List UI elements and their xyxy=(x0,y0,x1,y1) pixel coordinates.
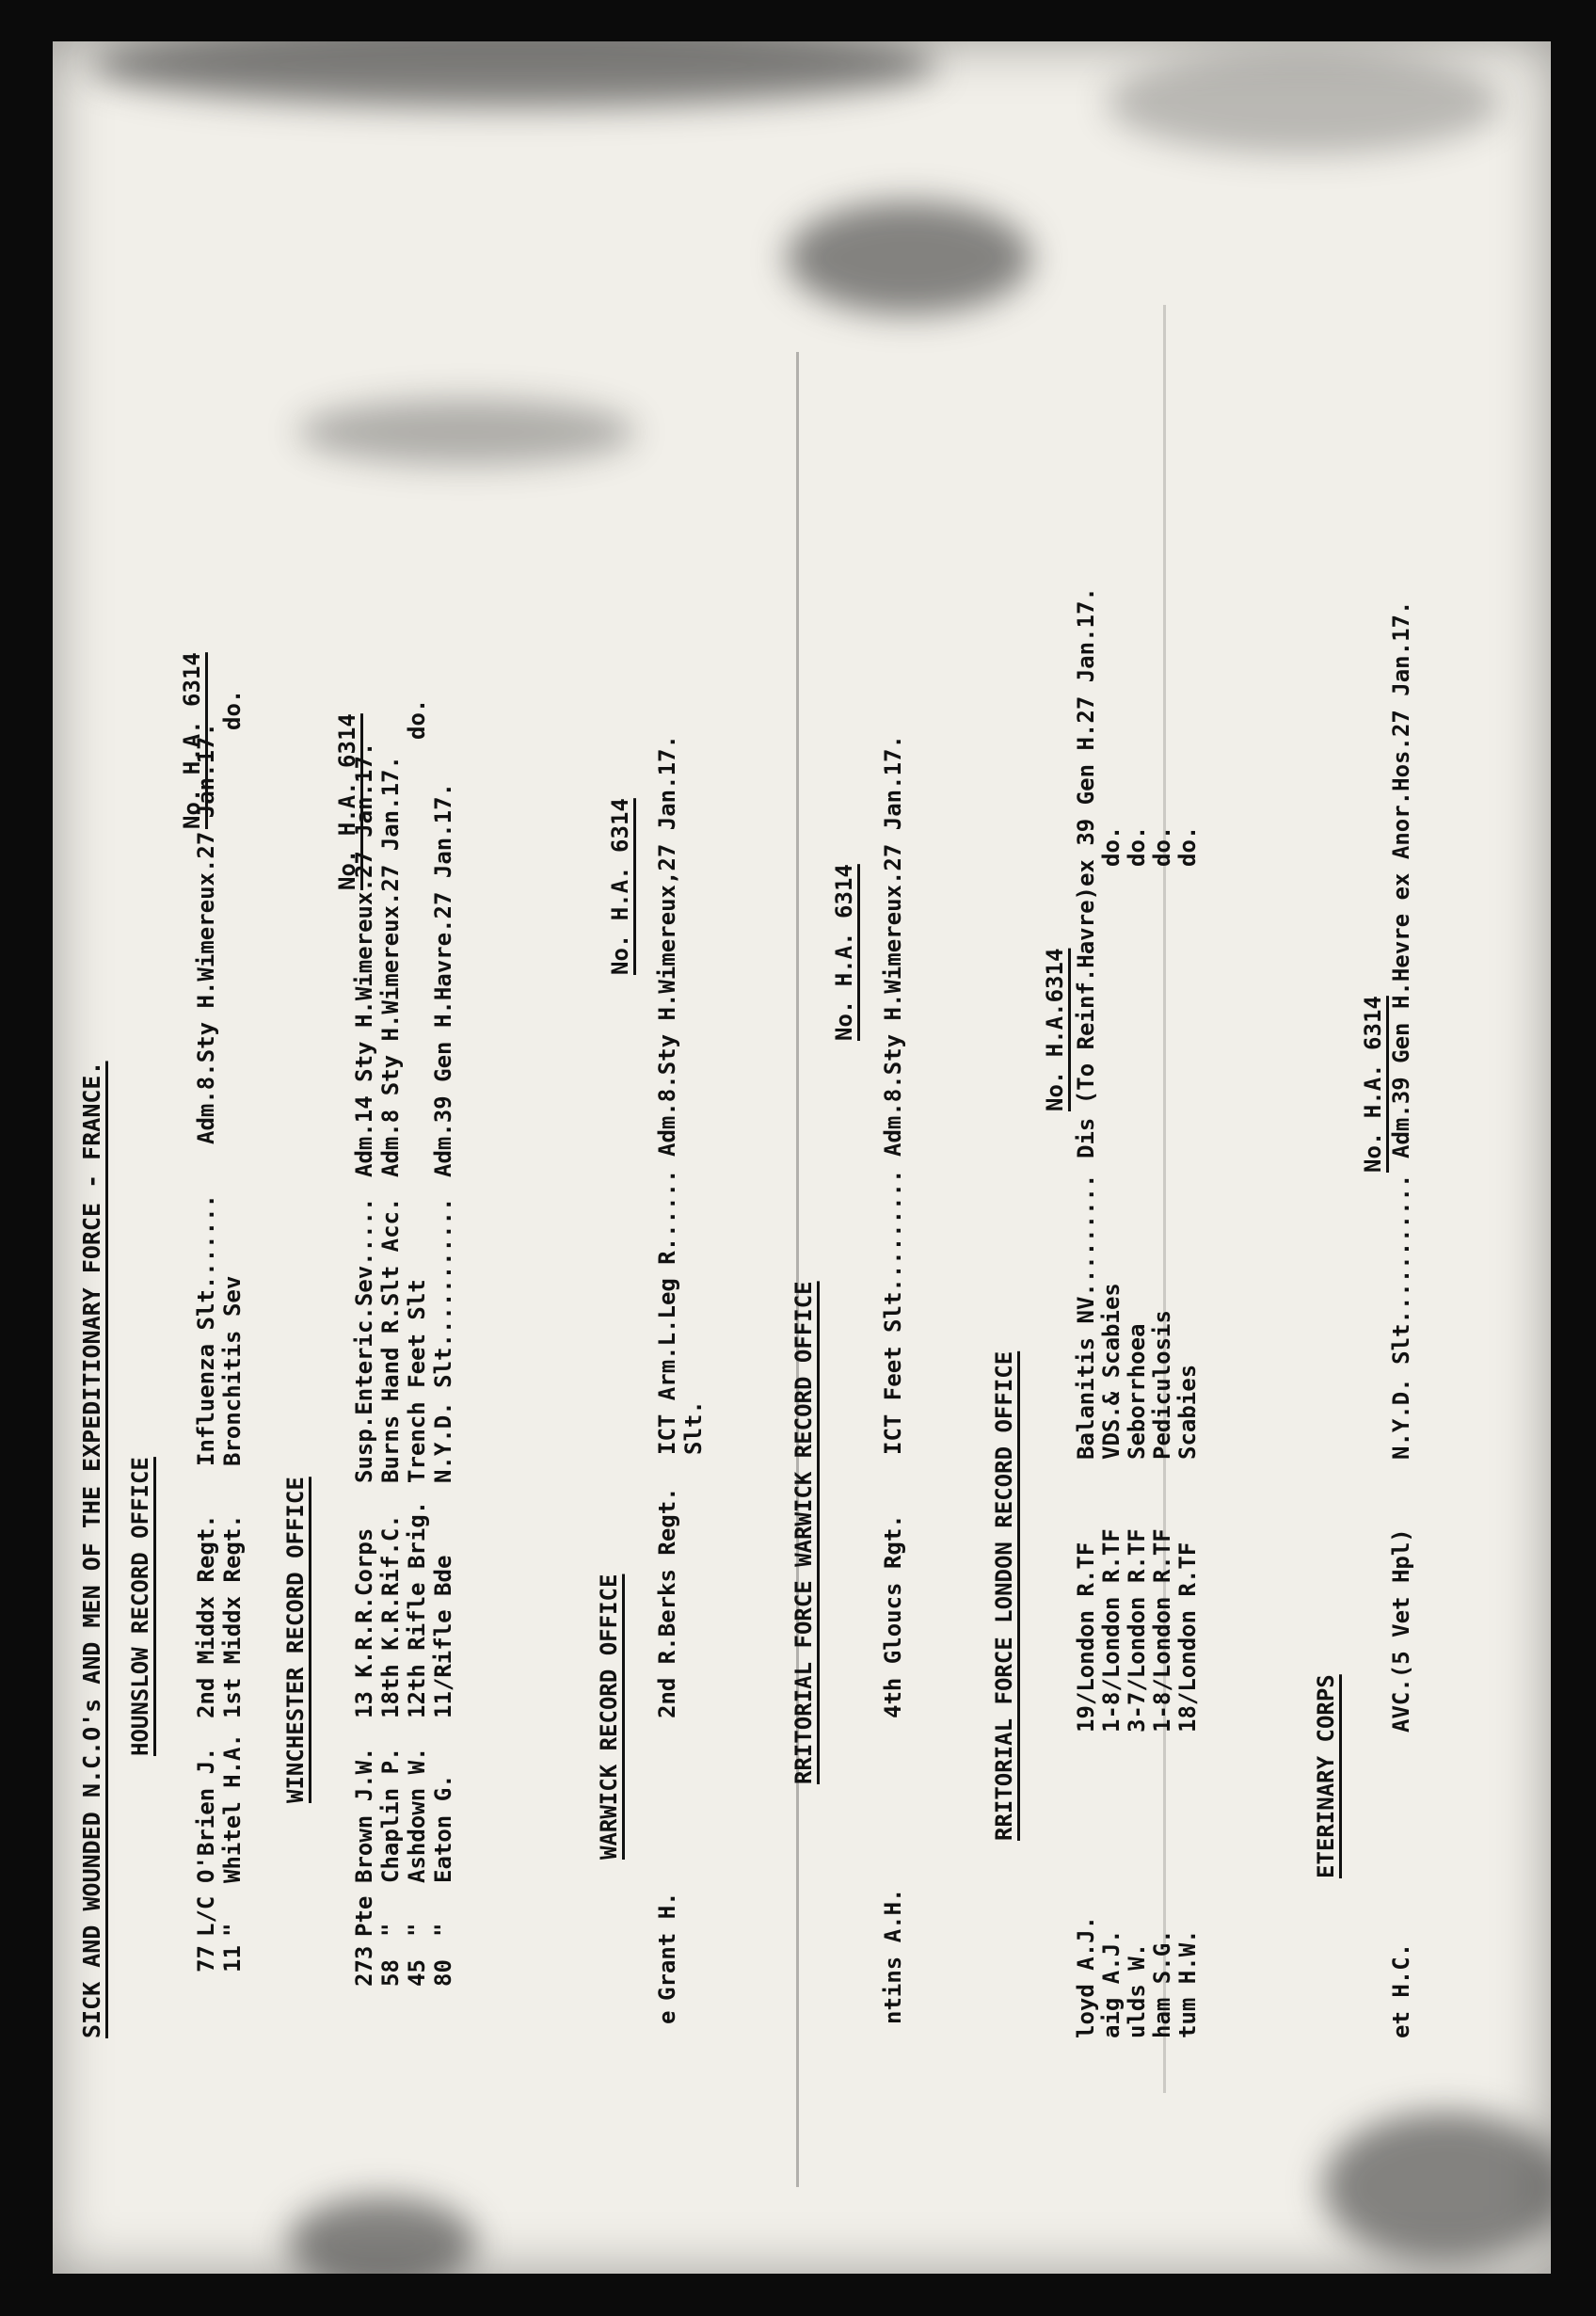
section-office: ETERINARY CORPS xyxy=(1313,1674,1339,1878)
section-office: RRITORIAL FORCE LONDON RECORD OFFICE xyxy=(991,1350,1017,1841)
row-disposal: Adm.8.Sty H.Wimereux.27 Jan.17. xyxy=(193,723,219,1144)
section-ref: No. H.A. 6314 xyxy=(1360,996,1386,1173)
row-name: Ashdown W. xyxy=(404,1747,430,1883)
row-rank: " xyxy=(377,1923,404,1937)
row-disposal: Adm.8.Sty H.Wimereux.27 Jan.17. xyxy=(880,735,906,1157)
row-disposal: do. xyxy=(1124,825,1150,867)
row-no: 80 xyxy=(430,1959,456,1987)
section-ref: No. H.A. 6314 xyxy=(179,652,205,829)
row-condition: N.Y.D. Slt........... xyxy=(430,1197,456,1483)
row-unit: 1-8/London R.TF xyxy=(1098,1528,1125,1733)
row-condition: Trench Feet Slt xyxy=(404,1279,430,1483)
page-title: SICK AND WOUNDED N.C.O's AND MEN OF THE EXPEDITIONARY FORCE - FRANCE. xyxy=(78,1061,105,2038)
row-name: et H.C. xyxy=(1388,1942,1414,2038)
row-condition: Bronchitis Sev xyxy=(219,1275,246,1466)
row-name: Chaplin P. xyxy=(377,1747,404,1883)
row-condition: Balanitis NV......... xyxy=(1073,1174,1099,1460)
row-unit: 4th Gloucs Rgt. xyxy=(880,1514,906,1718)
row-condition: Seborrhoea xyxy=(1124,1323,1150,1460)
row-rank: L/C xyxy=(193,1895,219,1937)
row-unit: 1st Middx Regt. xyxy=(219,1514,246,1718)
document-sheet xyxy=(53,41,1551,2274)
row-unit: 3-7/London R.TF xyxy=(1124,1528,1150,1733)
row-disposal: do. xyxy=(404,698,430,740)
row-condition: ICT Arm.L.Leg R...... xyxy=(654,1169,680,1455)
row-unit: 12th Rifle Brig. xyxy=(404,1500,430,1718)
row-rank: " xyxy=(219,1923,246,1937)
row-name: aig A.J. xyxy=(1098,1929,1125,2038)
row-rank: e xyxy=(654,2010,680,2024)
section-ref: No. H.A. 6314 xyxy=(334,713,360,890)
row-disposal: Adm.8 Sty H.Wimereux.27 Jan.17. xyxy=(377,756,404,1177)
row-name: O'Brien J. xyxy=(193,1747,219,1883)
row-rank: Pte xyxy=(351,1895,377,1937)
row-no: 58 xyxy=(377,1959,404,1987)
section-ref: No. H.A. 6314 xyxy=(607,798,633,975)
row-condition: Pediculosis xyxy=(1149,1310,1175,1460)
row-unit: 2nd R.Berks Regt. xyxy=(654,1487,680,1718)
row-disposal: Adm.39 Gen H.Hevre ex Anor.Hos.27 Jan.17. xyxy=(1388,600,1414,1158)
row-condition: N.Y.D. Slt........... xyxy=(1388,1174,1414,1460)
row-condition: Scabies xyxy=(1174,1364,1201,1460)
row-name: loyd A.J. xyxy=(1073,1915,1099,2038)
row-rank: " xyxy=(430,1923,456,1937)
row-disposal: Adm.14 Sty H.Wimereux.27 Jan.17. xyxy=(351,742,377,1177)
row-unit: 13 K.R.R.Corps xyxy=(351,1527,377,1718)
row-no: 77 xyxy=(193,1945,219,1973)
row-no: 11 xyxy=(219,1945,246,1973)
row-unit: 1-8/London R.TF xyxy=(1149,1528,1175,1733)
row-condition: ICT Feet Slt......... xyxy=(880,1169,906,1455)
row-unit: 18th K.R.Rif.C. xyxy=(377,1514,404,1718)
section-office: HOUNSLOW RECORD OFFICE xyxy=(127,1457,153,1756)
row-condition: Burns Hand R.Slt Acc. xyxy=(377,1197,404,1483)
row-disposal: do. xyxy=(1098,825,1125,867)
section-ref: No. H.A. 6314 xyxy=(831,864,857,1041)
row-name: Eaton G. xyxy=(430,1774,456,1883)
row-unit: 11/Rifle Bde xyxy=(430,1555,456,1718)
row-unit: 2nd Middx Regt. xyxy=(193,1514,219,1718)
row-disposal: Adm.39 Gen H.Havre.27 Jan.17. xyxy=(430,782,456,1177)
row-no: 45 xyxy=(404,1959,430,1987)
row-disposal: Dis (To Reinf.Havre)ex 39 Gen H.27 Jan.17. xyxy=(1073,587,1099,1158)
row-name: ham S.G. xyxy=(1149,1929,1175,2038)
row-disposal: Adm.8.Sty H.Wimereux,27 Jan.17. xyxy=(654,735,680,1157)
row-name: Grant H. xyxy=(654,1892,680,2001)
row-disposal: do. xyxy=(1174,825,1201,867)
row-name: Brown J.W. xyxy=(351,1747,377,1883)
row-unit: AVC.(5 Vet Hpl) xyxy=(1388,1528,1414,1733)
section-office: WINCHESTER RECORD OFFICE xyxy=(282,1477,309,1803)
section-ref: No. H.A.6314 xyxy=(1042,948,1068,1111)
row-name: Whitel H.A. xyxy=(219,1733,246,1883)
section-office: WARWICK RECORD OFFICE xyxy=(596,1573,622,1860)
row-unit: 18/London R.TF xyxy=(1174,1541,1201,1733)
row-rank: " xyxy=(404,1923,430,1937)
row-disposal: do. xyxy=(1149,825,1175,867)
row-no: 273 xyxy=(351,1945,377,1987)
row-condition: Influenza Slt....... xyxy=(193,1194,219,1466)
row-condition-cont: Slt. xyxy=(680,1400,707,1455)
row-unit: 19/London R.TF xyxy=(1073,1541,1099,1733)
row-name: ntins A.H. xyxy=(880,1888,906,2024)
typed-content xyxy=(53,41,1551,2274)
row-condition: Susp.Enteric.Sev..... xyxy=(351,1197,377,1483)
row-disposal: do. xyxy=(219,689,246,730)
row-name: tum H.W. xyxy=(1174,1929,1201,2038)
row-condition: VDS.& Scabies xyxy=(1098,1283,1125,1460)
row-name: ulds W. xyxy=(1124,1942,1150,2038)
section-office: RRITORIAL FORCE WARWICK RECORD OFFICE xyxy=(790,1281,817,1784)
